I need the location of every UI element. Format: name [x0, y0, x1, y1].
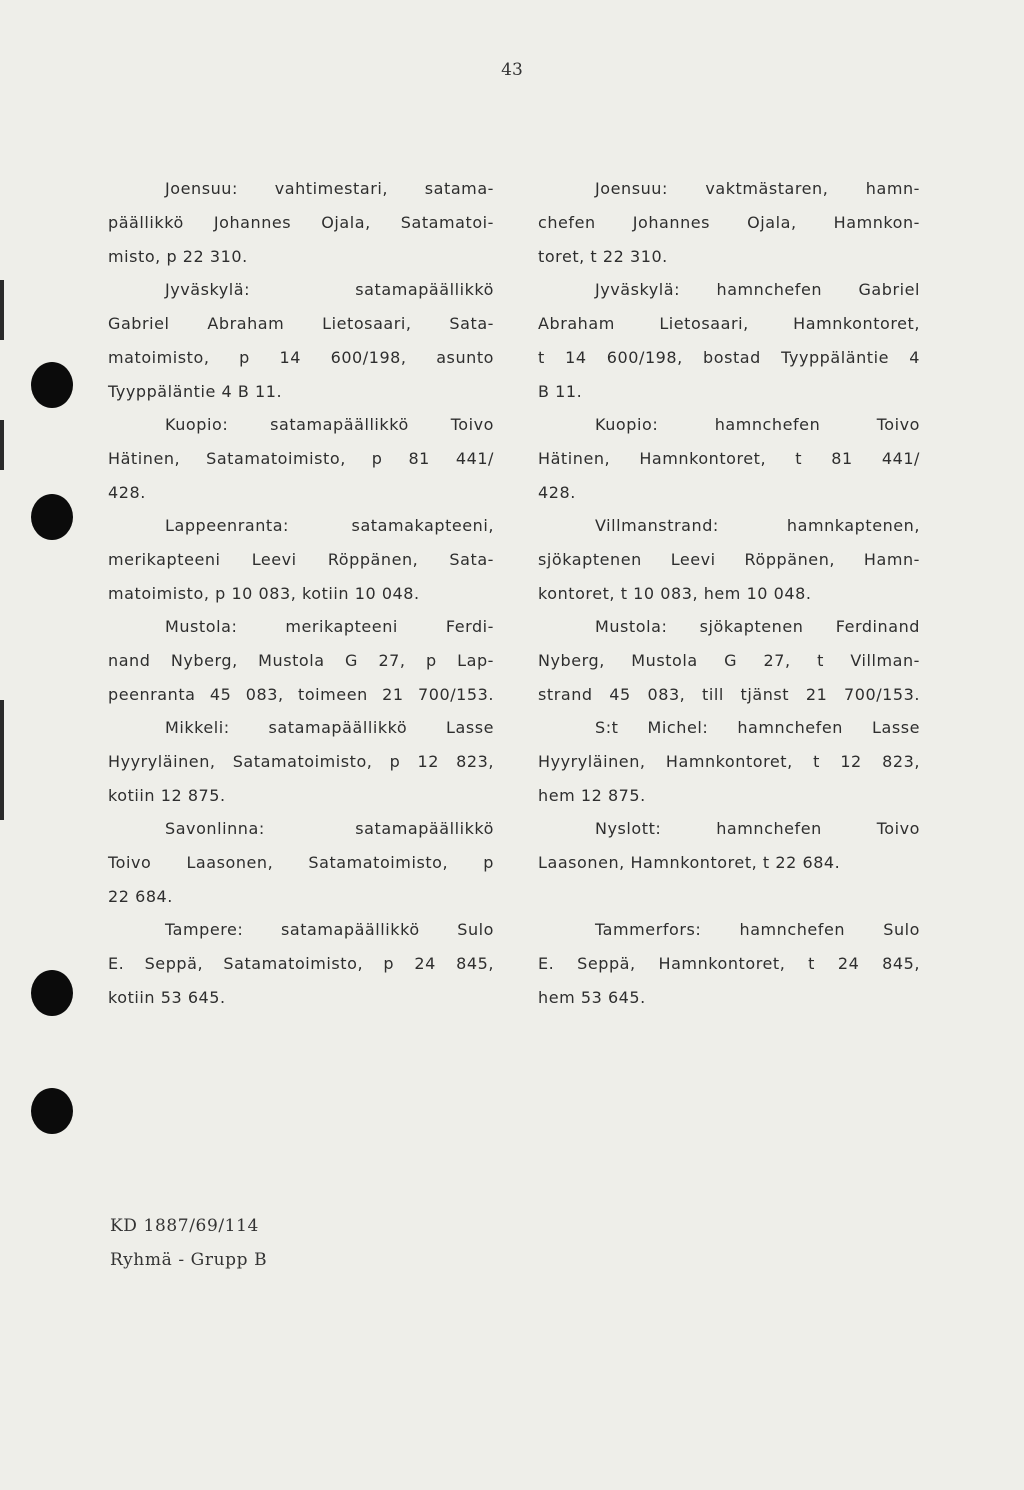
- swedish-text-line: B 11.: [538, 382, 583, 401]
- group-label: Ryhmä - Grupp B: [110, 1250, 268, 1270]
- swedish-text-line: Nyberg, Mustola G 27, t Villman-: [538, 651, 920, 670]
- swedish-text-line: Laasonen, Hamnkontoret, t 22 684.: [538, 853, 841, 872]
- swedish-text-line: Jyväskylä: hamnchefen Gabriel: [595, 280, 920, 299]
- document-reference: KD 1887/69/114: [110, 1216, 259, 1236]
- finnish-text-line: Gabriel Abraham Lietosaari, Sata-: [108, 314, 494, 333]
- swedish-text-line: Hyyryläinen, Hamnkontoret, t 12 823,: [538, 752, 920, 771]
- punch-hole: [31, 1088, 73, 1134]
- finnish-text-line: misto, p 22 310.: [108, 247, 248, 266]
- finnish-text-line: Kuopio: satamapäällikkö Toivo: [165, 415, 494, 434]
- punch-hole: [31, 494, 73, 540]
- finnish-text-line: Mikkeli: satamapäällikkö Lasse: [165, 718, 494, 737]
- finnish-text-line: 428.: [108, 483, 146, 502]
- scan-edge-mark: [0, 420, 4, 470]
- finnish-text-line: Mustola: merikapteeni Ferdi-: [165, 617, 494, 636]
- swedish-text-line: Joensuu: vaktmästaren, hamn-: [595, 179, 920, 198]
- swedish-text-line: chefen Johannes Ojala, Hamnkon-: [538, 213, 920, 232]
- swedish-text-line: Hätinen, Hamnkontoret, t 81 441/: [538, 449, 920, 468]
- swedish-text-line: Abraham Lietosaari, Hamnkontoret,: [538, 314, 920, 333]
- finnish-text-line: Jyväskylä: satamapäällikkö: [165, 280, 494, 299]
- finnish-text-line: päällikkö Johannes Ojala, Satamatoi-: [108, 213, 494, 232]
- finnish-text-line: Toivo Laasonen, Satamatoimisto, p: [108, 853, 494, 872]
- swedish-text-line: Tammerfors: hamnchefen Sulo: [595, 920, 920, 939]
- swedish-text-line: kontoret, t 10 083, hem 10 048.: [538, 584, 812, 603]
- swedish-text-line: t 14 600/198, bostad Tyyppäläntie 4: [538, 348, 920, 367]
- finnish-text-line: Lappeenranta: satamakapteeni,: [165, 516, 494, 535]
- swedish-text-line: hem 53 645.: [538, 988, 646, 1007]
- punch-hole: [31, 362, 73, 408]
- swedish-text-line: Nyslott: hamnchefen Toivo: [595, 819, 920, 838]
- scan-edge-mark: [0, 280, 4, 340]
- swedish-text-line: Kuopio: hamnchefen Toivo: [595, 415, 920, 434]
- swedish-text-line: E. Seppä, Hamnkontoret, t 24 845,: [538, 954, 920, 973]
- finnish-text-line: 22 684.: [108, 887, 173, 906]
- swedish-text-line: S:t Michel: hamnchefen Lasse: [595, 718, 920, 737]
- swedish-text-line: hem 12 875.: [538, 786, 646, 805]
- finnish-text-line: merikapteeni Leevi Röppänen, Sata-: [108, 550, 494, 569]
- swedish-text-line: 428.: [538, 483, 576, 502]
- finnish-text-line: nand Nyberg, Mustola G 27, p Lap-: [108, 651, 494, 670]
- punch-hole: [31, 970, 73, 1016]
- swedish-text-line: toret, t 22 310.: [538, 247, 668, 266]
- finnish-text-line: kotiin 12 875.: [108, 786, 226, 805]
- finnish-text-line: matoimisto, p 14 600/198, asunto: [108, 348, 494, 367]
- finnish-text-line: Joensuu: vahtimestari, satama-: [165, 179, 494, 198]
- finnish-text-line: E. Seppä, Satamatoimisto, p 24 845,: [108, 954, 494, 973]
- finnish-text-line: Tyyppäläntie 4 B 11.: [108, 382, 283, 401]
- page-number: 43: [501, 60, 523, 80]
- swedish-text-line: Villmanstrand: hamnkaptenen,: [595, 516, 920, 535]
- finnish-text-line: peenranta 45 083, toimeen 21 700/153.: [108, 685, 494, 704]
- finnish-text-line: Hyyryläinen, Satamatoimisto, p 12 823,: [108, 752, 494, 771]
- finnish-text-line: matoimisto, p 10 083, kotiin 10 048.: [108, 584, 420, 603]
- finnish-text-line: Savonlinna: satamapäällikkö: [165, 819, 494, 838]
- scan-edge-mark: [0, 700, 4, 820]
- swedish-text-line: strand 45 083, till tjänst 21 700/153.: [538, 685, 920, 704]
- swedish-text-line: Mustola: sjökaptenen Ferdinand: [595, 617, 920, 636]
- swedish-text-line: sjökaptenen Leevi Röppänen, Hamn-: [538, 550, 920, 569]
- finnish-text-line: kotiin 53 645.: [108, 988, 226, 1007]
- finnish-text-line: Tampere: satamapäällikkö Sulo: [165, 920, 494, 939]
- finnish-text-line: Hätinen, Satamatoimisto, p 81 441/: [108, 449, 494, 468]
